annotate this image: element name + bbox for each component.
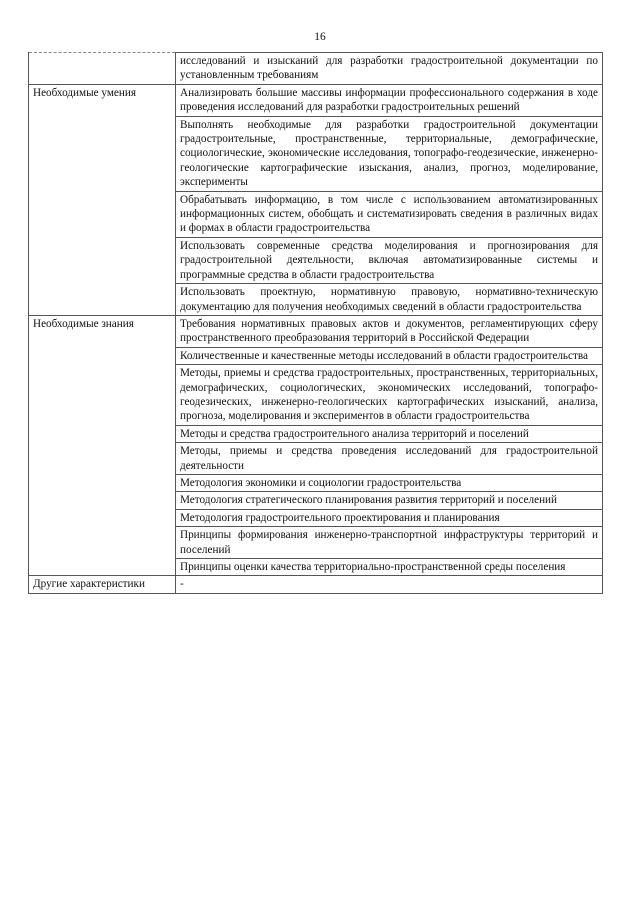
table-row — [29, 347, 603, 364]
row-label — [29, 191, 176, 237]
table-row — [29, 116, 603, 191]
table-row — [29, 474, 603, 491]
row-text: Выполнять необходимые для разработки градостроительной документации градостроительные, пространственные, территориальные, демографические, социологические, экономические исследования, топографо-геодезические, инженерно-геологические картографические изыскания, анализ, прогноз, моделирование, эксперименты — [176, 116, 603, 191]
requirements-table — [28, 52, 603, 594]
row-label — [29, 53, 176, 85]
row-label-other: Другие характеристики — [29, 576, 176, 593]
table-row — [29, 315, 603, 347]
row-label — [29, 425, 176, 442]
row-text: исследований и изысканий для разработки градостроительной документации по установленным требованиям — [176, 53, 603, 85]
row-text: Принципы оценки качества территориально-пространственной среды поселения — [176, 559, 603, 576]
row-text: - — [176, 576, 603, 593]
table-row — [29, 284, 603, 316]
row-text: Требования нормативных правовых актов и документов, регламентирующих сферу пространственного преобразования территорий в Российской Федерации — [176, 315, 603, 347]
row-label — [29, 443, 176, 475]
row-text: Количественные и качественные методы исследований в области градостроительства — [176, 347, 603, 364]
table-row — [29, 237, 603, 283]
table-row — [29, 559, 603, 576]
row-label — [29, 284, 176, 316]
table-row — [29, 527, 603, 559]
row-label — [29, 559, 176, 576]
row-text: Обрабатывать информацию, в том числе с использованием автоматизированных информационных систем, обобщать и систематизировать сведения в различных видах и формах в области градостроительства — [176, 191, 603, 237]
table-row — [29, 365, 603, 426]
row-text: Методы, приемы и средства проведения исследований для градостроительной деятельности — [176, 443, 603, 475]
row-label — [29, 509, 176, 526]
table-row — [29, 443, 603, 475]
row-label — [29, 492, 176, 509]
row-label — [29, 365, 176, 426]
row-label-knowledge: Необходимые знания — [29, 315, 176, 347]
row-label — [29, 347, 176, 364]
table-row — [29, 492, 603, 509]
row-text: Методы, приемы и средства градостроительных, пространственных, территориальных, демографических, социологических, экономических исследований, топографо-геодезических, инженерно-геологических картографических изысканий, анализа, прогноза, моделирования и экспериментов в области градостроительства — [176, 365, 603, 426]
table-row — [29, 425, 603, 442]
row-label — [29, 527, 176, 559]
table-row — [29, 84, 603, 116]
table-row — [29, 53, 603, 85]
row-label-skills: Необходимые умения — [29, 84, 176, 116]
row-label — [29, 116, 176, 191]
row-text: Использовать современные средства моделирования и прогнозирования для градостроительной деятельности, включая автоматизированные системы и программные средства в области градостроительства — [176, 237, 603, 283]
row-text: Методология градостроительного проектирования и планирования — [176, 509, 603, 526]
row-text: Принципы формирования инженерно-транспортной инфраструктуры территорий и поселений — [176, 527, 603, 559]
row-label — [29, 474, 176, 491]
row-text: Анализировать большие массивы информации профессионального содержания в ходе проведения исследований для разработки градостроительных решений — [176, 84, 603, 116]
table-row — [29, 191, 603, 237]
row-label — [29, 237, 176, 283]
row-text: Использовать проектную, нормативную правовую, нормативно-техническую документацию для получения необходимых сведений в области градостроительства — [176, 284, 603, 316]
table-row — [29, 509, 603, 526]
page-number: 16 — [314, 31, 326, 43]
table-row — [29, 576, 603, 593]
row-text: Методы и средства градостроительного анализа территорий и поселений — [176, 425, 603, 442]
row-text: Методология экономики и социологии градостроительства — [176, 474, 603, 491]
row-text: Методология стратегического планирования развития территорий и поселений — [176, 492, 603, 509]
